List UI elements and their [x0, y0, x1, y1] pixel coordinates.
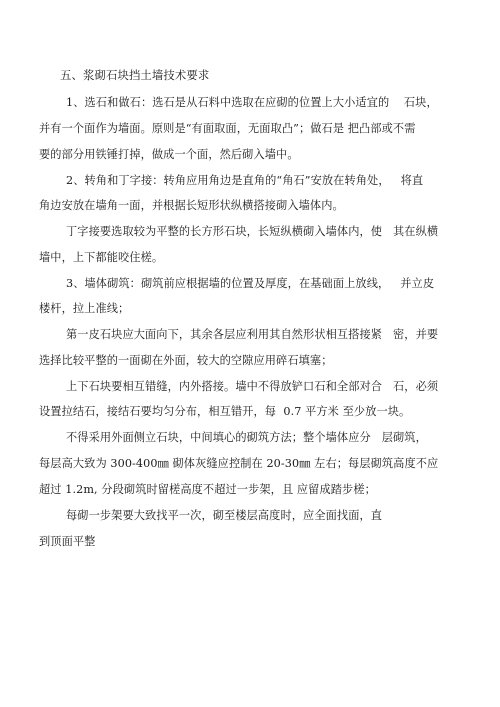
paragraph-line: 3、墙体砌筑：砌筑前应根据墙的位置及厚度，在基础面上放线， 并立皮	[66, 277, 435, 290]
paragraph-line: 第一皮石块应大面向下，其余各层应利用其自然形状相互搭接紧 密，并要	[66, 328, 439, 341]
paragraph-line: 不得采用外面侧立石块，中间填心的砌筑方法；整个墙体应分 层砌筑，	[66, 431, 427, 444]
paragraph-line: 1、选石和做石：选石是从石料中选取在应砌的位置上大小适宜的 石块，	[66, 96, 438, 109]
paragraph-line: 选择比较平整的一面砌在外面，较大的空隙应用碎石填塞；	[39, 354, 333, 367]
paragraph-line: 楼杆，拉上准线；	[39, 302, 130, 315]
paragraph-line: 角边安放在墙角一面，并根据长短形状纵横搭接砌入墙体内。	[39, 199, 344, 212]
paragraph-line: 每层高大致为 300-400㎜ 砌体灰缝应控制在 20-30㎜ 左右；每层砌筑高度不应	[39, 457, 439, 470]
paragraph-line: 要的部分用铁锤打掉，做成一个面，然后砌入墙中。	[39, 148, 299, 161]
paragraph-line: 到顶面平整	[39, 535, 96, 548]
paragraph-line: 设置拉结石，接结石要均匀分布，相互错开，每 0.7 平方米 至少放一块。	[39, 405, 411, 418]
paragraph-line: 超过 1.2m, 分段砌筑时留槎高度不超过一步架，且 应留成踏步槎；	[39, 483, 376, 496]
paragraph-line: 上下石块要相互错缝，内外搭接。墙中不得放铲口石和全部对合 石，必须	[66, 380, 439, 393]
paragraph-line: 墙中，上下都能咬住槎。	[39, 251, 164, 264]
paragraph-line: 2、转角和丁字接：转角应用角边是直角的“角石”安放在转角处， 将直	[66, 174, 424, 187]
section-heading: 五、浆砌石块挡土墙技术要求	[60, 68, 210, 82]
paragraph-line: 每砌一步架要大致找平一次，砌至楼层高度时，应全面找面，直	[66, 509, 383, 522]
paragraph-line: 并有一个面作为墙面。原则是“有面取面，无面取凸”；做石是 把凸部或不需	[39, 122, 416, 135]
paragraph-line: 丁字接要选取较为平整的长方形石块，长短纵横砌入墙体内，使 其在纵横	[66, 225, 439, 238]
